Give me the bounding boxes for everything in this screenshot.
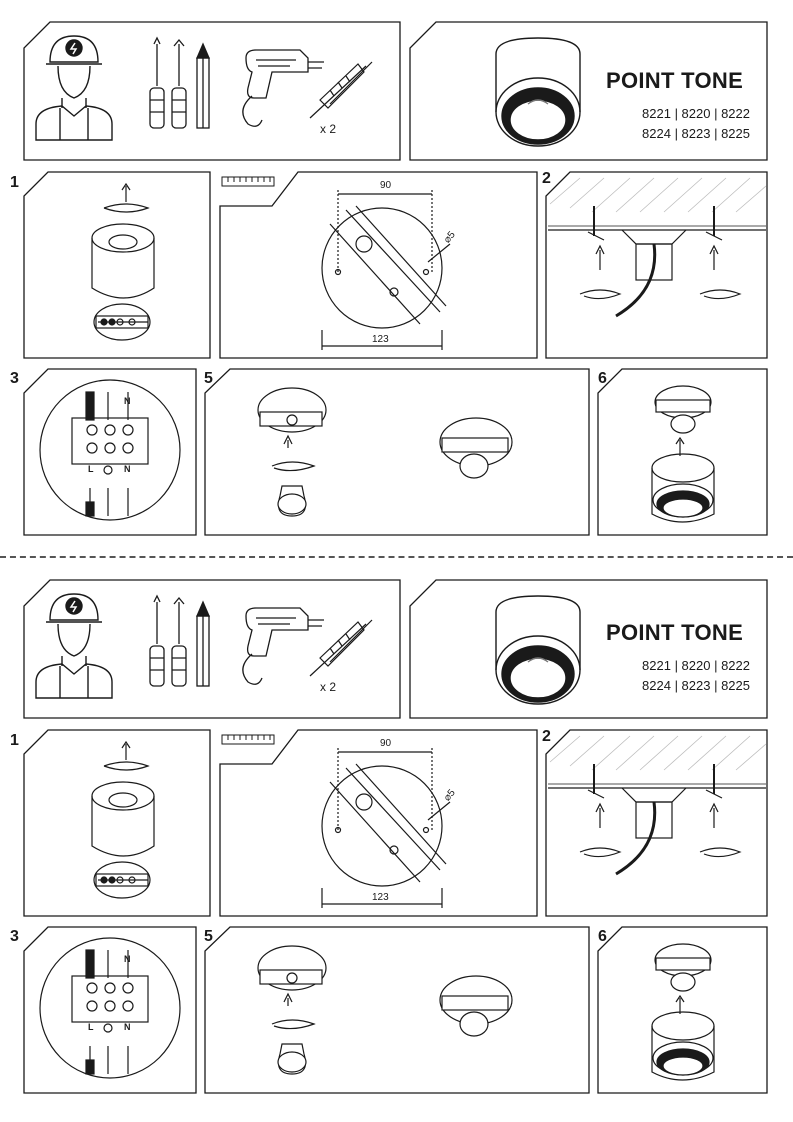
product-image bbox=[496, 596, 580, 704]
step5-drawing bbox=[258, 388, 512, 516]
screwdriver-icon bbox=[150, 38, 186, 128]
panel-step-dim bbox=[220, 172, 537, 358]
terminal-label-L-bottom: L bbox=[88, 1022, 94, 1032]
step-number-2: 2 bbox=[542, 728, 551, 745]
product-image bbox=[496, 38, 580, 146]
codes-line-1: 8221 | 8220 | 8222 bbox=[642, 658, 750, 673]
step6-drawing bbox=[652, 944, 714, 1080]
step-number-6: 6 bbox=[598, 370, 607, 387]
step-number-5: 5 bbox=[204, 928, 213, 945]
screwdriver-icon bbox=[150, 596, 186, 686]
panel-step1 bbox=[24, 730, 210, 916]
product-codes bbox=[600, 656, 750, 696]
step6-drawing bbox=[652, 386, 714, 522]
step1-drawing bbox=[92, 184, 154, 340]
panel-step5 bbox=[205, 369, 589, 535]
step2-drawing bbox=[548, 736, 766, 874]
panel-step5 bbox=[205, 927, 589, 1093]
step-number-1: 1 bbox=[10, 732, 19, 749]
step1-drawing bbox=[92, 742, 154, 898]
step-number-3: 3 bbox=[10, 928, 19, 945]
step5-drawing bbox=[258, 946, 512, 1074]
quantity-label: x 2 bbox=[320, 680, 337, 694]
quantity-label: x 2 bbox=[320, 122, 337, 136]
codes-line-1: 8221 | 8220 | 8222 bbox=[642, 106, 750, 121]
dim-width: 90 bbox=[380, 180, 392, 191]
mounting-plate-drawing bbox=[322, 190, 450, 350]
step-number-1: 1 bbox=[10, 174, 19, 191]
product-name: POINT TONE bbox=[606, 620, 744, 645]
ruler-icon bbox=[222, 735, 274, 744]
terminal-label-N-bottom: N bbox=[124, 464, 131, 474]
terminal-label-L-top: L bbox=[86, 954, 92, 964]
panel-step3 bbox=[24, 369, 196, 535]
panel-step-dim bbox=[220, 730, 537, 916]
panel-step1 bbox=[24, 172, 210, 358]
step-number-6: 6 bbox=[598, 928, 607, 945]
panel-product bbox=[410, 580, 767, 718]
terminal-label-L-top: L bbox=[86, 396, 92, 406]
terminal-label-N-bottom: N bbox=[124, 1022, 131, 1032]
step3-drawing bbox=[40, 380, 180, 520]
pencil-icon bbox=[197, 44, 209, 128]
step2-drawing bbox=[548, 178, 766, 316]
codes-line-2: 8224 | 8223 | 8225 bbox=[642, 126, 750, 141]
terminal-label-N-top: N bbox=[124, 954, 131, 964]
wall-plug-icon bbox=[310, 620, 372, 676]
instruction-sheet-top bbox=[0, 0, 793, 555]
dim-width: 90 bbox=[380, 738, 392, 749]
drill-icon bbox=[243, 608, 324, 684]
terminal-label-L-bottom: L bbox=[88, 464, 94, 474]
instruction-sheet-bottom bbox=[0, 558, 793, 1113]
terminal-label-N-top: N bbox=[124, 396, 131, 406]
product-name: POINT TONE bbox=[606, 68, 744, 93]
electrician-icon bbox=[36, 36, 112, 140]
pencil-icon bbox=[197, 602, 209, 686]
step-number-3: 3 bbox=[10, 370, 19, 387]
drill-icon bbox=[243, 50, 324, 126]
product-codes bbox=[600, 104, 750, 144]
wall-plug-icon bbox=[310, 62, 372, 118]
step-number-5: 5 bbox=[204, 370, 213, 387]
step3-drawing bbox=[40, 938, 180, 1078]
codes-line-2: 8224 | 8223 | 8225 bbox=[642, 678, 750, 693]
electrician-icon bbox=[36, 594, 112, 698]
mounting-plate-drawing bbox=[322, 748, 450, 908]
dim-diameter: 123 bbox=[372, 892, 389, 903]
panel-step3 bbox=[24, 927, 196, 1093]
dim-diameter: 123 bbox=[372, 334, 389, 345]
dim-hole: ⌀5 bbox=[441, 229, 458, 246]
dim-hole: ⌀5 bbox=[441, 787, 458, 804]
ruler-icon bbox=[222, 177, 274, 186]
step-number-2: 2 bbox=[542, 170, 551, 187]
